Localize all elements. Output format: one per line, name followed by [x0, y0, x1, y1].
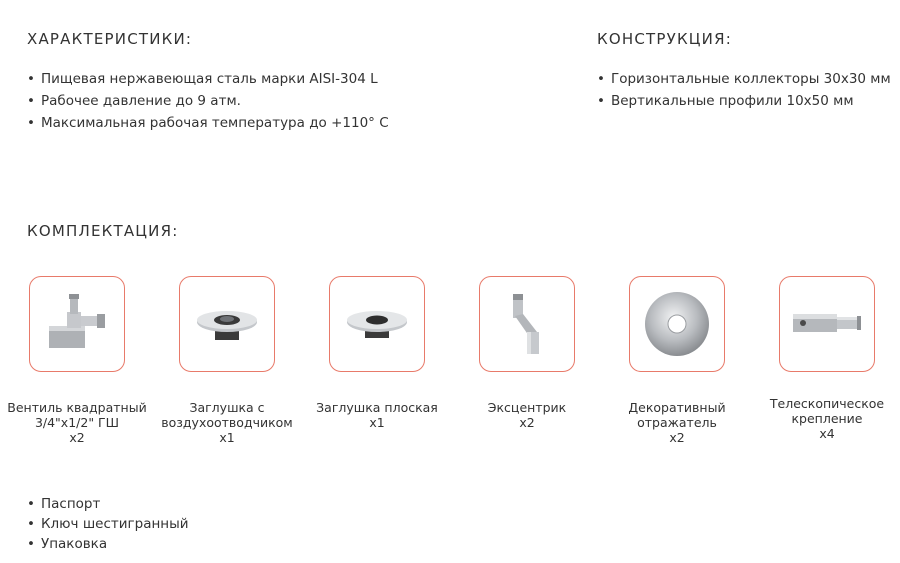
square-valve-icon: [37, 284, 117, 364]
kit-heading: КОМПЛЕКТАЦИЯ:: [27, 222, 179, 240]
kit-item-tile: [779, 276, 875, 372]
kit-item-reflector: [602, 276, 752, 445]
telescopic-mount-icon: [787, 284, 867, 364]
caption-qty: x2: [669, 430, 685, 445]
caption-qty: x2: [69, 430, 85, 445]
kit-item-tile: [329, 276, 425, 372]
list-item: • Горизонтальные коллекторы 30х30 мм: [597, 68, 891, 90]
kit-extras-list: [27, 494, 189, 554]
caption-qty: x2: [519, 415, 535, 430]
list-item: • Максимальная рабочая температура до +110° С: [27, 112, 389, 134]
kit-item-telescopic-mount: [752, 276, 900, 441]
kit-item-caption: [602, 400, 752, 445]
list-item: • Паспорт: [27, 494, 189, 514]
caption-line: воздухоотводчиком: [161, 415, 293, 430]
kit-item-caption: [752, 396, 900, 441]
kit-item-tile: [629, 276, 725, 372]
caption-line: 3/4"х1/2" ГШ: [34, 415, 120, 430]
list-item: • Ключ шестигранный: [27, 514, 189, 534]
kit-item-caption: [2, 400, 152, 445]
kit-item-tile: [179, 276, 275, 372]
kit-item-square-valve: [2, 276, 152, 445]
kit-item-tile: [29, 276, 125, 372]
caption-qty: x1: [219, 430, 235, 445]
caption-line: Эксцентрик: [487, 400, 567, 415]
reflector-icon: [637, 284, 717, 364]
kit-item-tile: [479, 276, 575, 372]
caption-line: крепление: [791, 411, 863, 426]
kit-item-caption: [452, 400, 602, 430]
construction-heading: КОНСТРУКЦИЯ:: [597, 30, 732, 48]
caption-line: Заглушка плоская: [316, 400, 438, 415]
kit-item-caption: [302, 400, 452, 430]
kit-item-eccentric: [452, 276, 602, 430]
caption-qty: x1: [369, 415, 385, 430]
characteristics-list: [27, 68, 389, 134]
caption-line: Декоративный: [628, 400, 726, 415]
caption-line: Телескопическое: [769, 396, 885, 411]
eccentric-icon: [487, 284, 567, 364]
list-item: • Упаковка: [27, 534, 189, 554]
list-item: • Вертикальные профили 10х50 мм: [597, 90, 891, 112]
air-vent-plug-icon: [187, 284, 267, 364]
caption-qty: x4: [819, 426, 835, 441]
kit-item-flat-plug: [302, 276, 452, 430]
characteristics-heading: ХАРАКТЕРИСТИКИ:: [27, 30, 193, 48]
list-item: • Пищевая нержавеющая сталь марки AISI-304 L: [27, 68, 389, 90]
caption-line: отражатель: [637, 415, 717, 430]
list-item: • Рабочее давление до 9 атм.: [27, 90, 389, 112]
caption-line: Вентиль квадратный: [7, 400, 147, 415]
kit-item-air-vent-plug: [152, 276, 302, 445]
caption-line: Заглушка с: [189, 400, 265, 415]
kit-item-caption: [152, 400, 302, 445]
construction-list: [597, 68, 891, 112]
flat-plug-icon: [337, 284, 417, 364]
